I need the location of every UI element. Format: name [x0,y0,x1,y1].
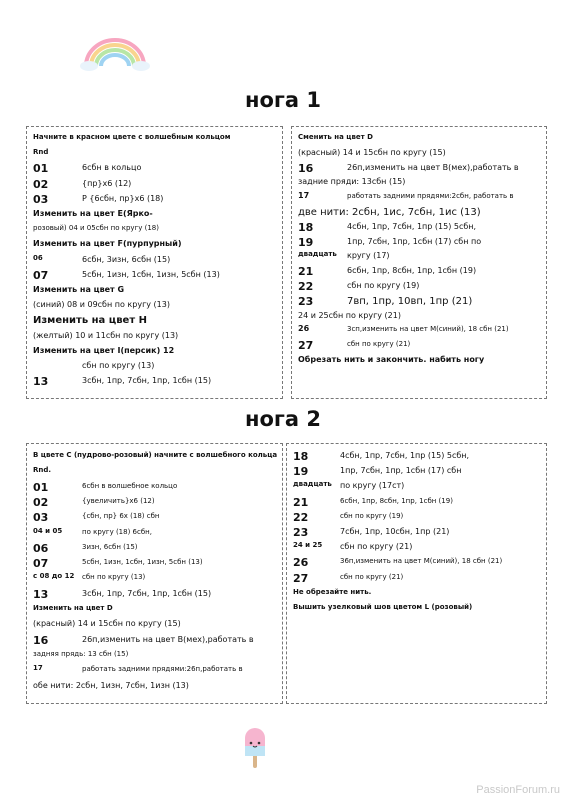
round-instruction: 3изн, 6сбн (15) [82,542,138,551]
round-instruction: сбн по кругу (21) [340,542,413,552]
round-number: 13 [33,587,49,601]
leg2-title: нога 2 [244,407,321,431]
instruction-line: Сменить на цвет D [298,133,373,141]
instruction-line: задняя прядь: 13 сбн (15) [33,649,129,658]
instruction-line: Изменить на цвет Е(Ярко- [33,209,153,218]
instruction-line: (желтый) 10 и 11сбн по кругу (13) [33,330,179,340]
round-instruction: 7сбн, 1пр, 10сбн, 1пр (21) [340,527,450,536]
round-number: 27 [293,571,309,585]
round-number: 13 [33,375,49,389]
instruction-line: В цвете С (пудрово-розовый) начните с волшебного кольца [33,451,278,459]
round-number: 19 [293,465,309,479]
leg1-title: нога 1 [244,88,321,112]
instruction-line: (красный) 14 и 15сбн по кругу (15) [33,619,181,629]
instruction-line: обе нити: 2сбн, 1изн, 7сбн, 1изн (13) [33,680,189,690]
round-instruction: 6сбн в кольцо [82,163,142,173]
round-number: 07 [33,268,49,282]
round-instruction: 3сбн, 1пр, 7сбн, 1пр, 1сбн (15) [82,588,212,598]
round-instruction: 1пр, 7сбн, 1пр, 1сбн (17) сбн [340,466,462,476]
instruction-line: Не обрезайте нить. [293,587,372,596]
round-number: 16 [33,633,49,647]
round-number: 07 [33,557,49,571]
round-number: 21 [293,495,309,509]
round-instruction: 6сбн, 1пр, 8сбн, 1пр, 1сбн (19) [347,266,477,276]
watermark: PassionForum.ru [476,784,560,796]
round-number: 03 [33,511,49,525]
round-number: 18 [298,220,314,234]
round-instruction: 1пр, 7сбн, 1пр, 1сбн (17) сбн по [347,236,482,246]
round-number: 16 [298,161,314,175]
instruction-line: (красный) 14 и 15сбн по кругу (15) [298,147,446,157]
round-instruction: по кругу (18) 6сбн, [82,527,152,536]
round-number: с 08 до 12 [33,572,75,581]
round-instruction: работать задними прядями:26п,работать в [82,665,243,674]
round-number: 26 [293,556,309,570]
round-instruction: 6сбн в волшебное кольцо [82,481,178,490]
round-number: 03 [33,192,49,206]
round-instruction: 4сбн, 1пр, 7сбн, 1пр (15) 5сбн, [347,221,477,231]
round-instruction: {пр}х6 (12) [82,178,132,188]
round-instruction: сбн по кругу (19) [340,511,404,520]
instruction-line: 24 и 25сбн по кругу (21) [298,310,401,320]
round-number: двадцать [298,250,337,259]
round-number: 04 и 05 [33,526,63,535]
round-instruction: 5сбн, 1изн, 1сбн, 1изн, 5сбн (13) [82,269,220,279]
round-number: 22 [298,280,314,293]
instruction-line: Rnd. [33,466,52,475]
round-number: двадцать [293,480,332,489]
round-instruction: 4сбн, 1пр, 7сбн, 1пр (15) 5сбн, [340,451,470,460]
round-instruction: 7вп, 1пр, 10вп, 1пр (21) [347,295,473,307]
round-number: 02 [33,495,49,509]
round-number: 06 [33,253,43,262]
round-instruction: 3сбн, 1пр, 7сбн, 1пр, 1сбн (15) [82,376,212,386]
instruction-line: Обрезать нить и закончить. набить ногу [298,355,485,364]
round-instruction: 3сп,изменить на цвет М(синий), 18 сбн (21) [347,325,509,334]
instruction-line: задние пряди: 13сбн (15) [298,177,406,187]
round-number: 01 [33,162,49,176]
round-instruction: 5сбн, 1изн, 1сбн, 1изн, 5сбн (13) [82,558,203,567]
instruction-line: розовый) 04 и 05сбн по кругу (18) [33,224,159,233]
round-instruction: сбн по кругу (21) [340,572,404,581]
round-number: 24 и 25 [293,541,323,550]
instruction-line: Вышить узелковый шов цветом L (розовый) [293,603,473,611]
round-instruction: {увеличить}х6 (12) [82,496,155,505]
instruction-line: Изменить на цвет D [33,604,113,612]
round-instruction: 36п,изменить на цвет М(синий), 18 сбн (21) [340,557,503,566]
round-instruction: 6сбн, 1пр, 8сбн, 1пр, 1сбн (19) [340,496,453,505]
round-instruction: сбн по кругу (13) [82,361,155,370]
instruction-line: Изменить на цвет H [33,315,147,327]
instruction-line: Начните в красном цвете с волшебным кольцом [33,133,231,141]
round-instruction: сбн по кругу (21) [347,340,411,349]
round-instruction: 26п,изменить на цвет В(мех),работать в [347,162,519,172]
round-number: 19 [298,235,314,249]
instruction-line: Изменить на цвет G [33,285,125,294]
instruction-line: две нити: 2сбн, 1ис, 7сбн, 1ис (13) [298,207,481,218]
round-number: 01 [33,480,49,494]
round-instruction: по кругу (17ст) [340,481,405,491]
round-instruction: 6сбн, 3изн, 6сбн (15) [82,254,171,264]
instruction-line: Изменить на цвет F(пурпурный) [33,239,182,249]
instruction-line: Изменить на цвет I(персик) 12 [33,345,175,355]
instruction-line: Rnd [33,148,49,157]
round-number: 17 [298,191,310,201]
round-number: 23 [298,294,314,308]
round-instruction: 26п,изменить на цвет В(мех),работать в [82,634,254,644]
round-number: 02 [33,177,49,191]
round-number: 26 [298,324,310,334]
round-instruction: сбн по кругу (13) [82,573,146,582]
round-number: 17 [33,664,43,673]
round-number: 21 [298,265,314,279]
round-number: 06 [33,541,49,555]
rainbow-icon [80,34,150,74]
round-instruction: {сбн, пр} 6х (18) сбн [82,512,160,521]
instruction-line: (синий) 08 и 09сбн по кругу (13) [33,300,170,310]
round-instruction: Р {6сбн, пр}х6 (18) [82,193,164,203]
round-instruction: работать задними прядями:2сбн, работать в [347,192,514,201]
round-instruction: кругу (17) [347,251,390,261]
round-number: 23 [293,526,309,539]
round-instruction: сбн по кругу (19) [347,281,420,290]
round-number: 22 [293,510,309,524]
popsicle-icon [243,726,267,768]
round-number: 18 [293,450,309,463]
round-number: 27 [298,339,314,353]
